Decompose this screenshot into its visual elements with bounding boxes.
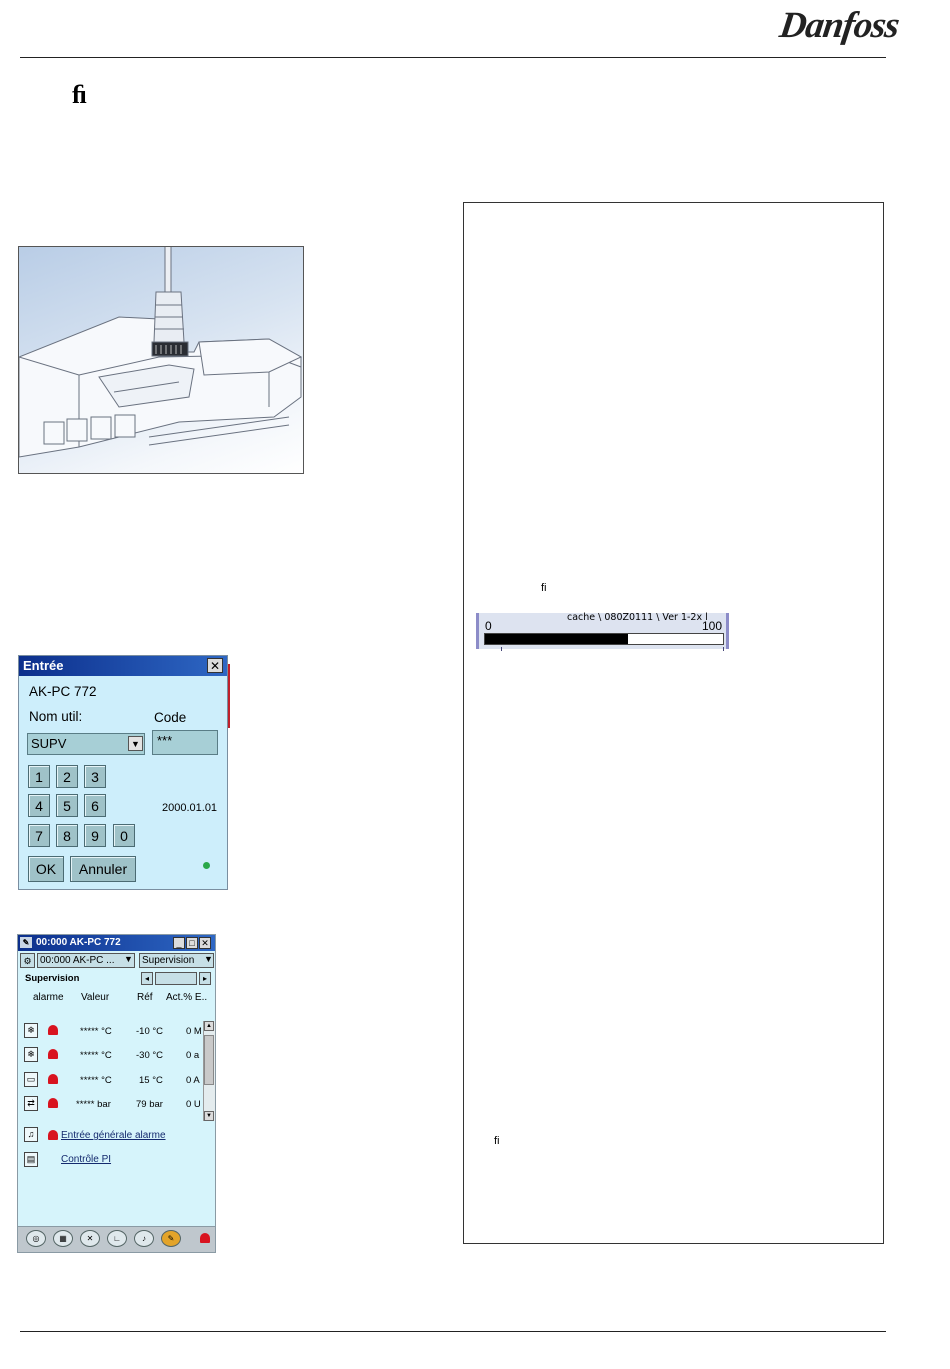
overview-icon[interactable]: ◎ <box>26 1230 46 1247</box>
alarm-bell-icon <box>48 1074 58 1084</box>
key-4[interactable]: 4 <box>28 794 50 817</box>
row-act: 0 a <box>186 1050 200 1061</box>
column-header: Valeur <box>81 992 110 1003</box>
key-0[interactable]: 0 <box>113 824 135 847</box>
info-panel <box>463 202 884 1244</box>
chevron-down-icon[interactable]: ▼ <box>204 954 213 964</box>
page-next-icon[interactable]: ▸ <box>199 972 211 985</box>
header-rule <box>20 57 886 58</box>
row-ref: 15 °C <box>139 1075 163 1086</box>
view-select[interactable] <box>139 953 214 968</box>
cancel-button[interactable]: Annuler <box>70 856 136 882</box>
progress-path: cache \ 080Z0111 \ Ver 1-2x l <box>567 612 708 623</box>
close-button[interactable]: ✕ <box>199 937 211 949</box>
controller-cable-illustration <box>18 246 304 474</box>
progress-track <box>484 633 724 645</box>
user-label: Nom util: <box>29 709 83 724</box>
ok-button[interactable]: OK <box>28 856 64 882</box>
progress-tick <box>501 647 502 651</box>
alarm-input-icon[interactable]: ♫ <box>24 1127 38 1142</box>
alarm-bell-icon <box>48 1130 58 1140</box>
row-value: ***** °C <box>80 1075 112 1086</box>
view-select-value: Supervision <box>142 955 195 966</box>
user-select[interactable] <box>27 733 145 755</box>
key-9[interactable]: 9 <box>84 824 106 847</box>
alarm-bell-icon <box>48 1025 58 1035</box>
compressor-icon[interactable]: ⇄ <box>24 1096 38 1111</box>
panel-text: ﬁ <box>494 1135 500 1147</box>
row-act: 0 A <box>186 1075 200 1086</box>
code-label: Code <box>154 710 187 725</box>
progress-max-label: 100 <box>701 619 722 633</box>
code-field-value: *** <box>157 733 173 748</box>
panel-text: ﬁ <box>541 582 547 594</box>
row-act: 0 M <box>186 1026 202 1037</box>
scroll-up-icon[interactable]: ▲ <box>204 1021 214 1031</box>
key-7[interactable]: 7 <box>28 824 50 847</box>
wrench-icon: ✎ <box>20 937 32 948</box>
alarm-icon[interactable]: ♪ <box>134 1230 154 1247</box>
row-act: 0 U <box>186 1099 201 1110</box>
device-name: AK-PC 772 <box>29 684 97 699</box>
scroll-down-icon[interactable]: ▼ <box>204 1111 214 1121</box>
download-progress <box>476 613 729 649</box>
dialog-date: 2000.01.01 <box>162 802 218 814</box>
settings-icon[interactable]: ✕ <box>80 1230 100 1247</box>
scrollbar[interactable] <box>203 1021 215 1121</box>
dialog-title <box>19 656 227 676</box>
status-led <box>203 862 210 869</box>
device-select-value: 00:000 AK-PC ... <box>40 955 115 966</box>
alarm-bell-icon <box>48 1049 58 1059</box>
key-8[interactable]: 8 <box>56 824 78 847</box>
condenser-icon[interactable]: ▭ <box>24 1072 38 1087</box>
progress-fill <box>485 634 628 644</box>
page-prev-icon[interactable]: ◂ <box>141 972 153 985</box>
key-3[interactable]: 3 <box>84 765 106 788</box>
progress-min-label: 0 <box>485 619 492 633</box>
row-ref: 79 bar <box>136 1099 163 1110</box>
controller-drawing <box>19 247 303 473</box>
code-field[interactable] <box>152 730 218 755</box>
alarm-bell-icon <box>200 1233 210 1243</box>
row-value: ***** °C <box>80 1050 112 1061</box>
progress-tick <box>723 647 724 651</box>
key-6[interactable]: 6 <box>84 794 106 817</box>
section-heading: ﬁ <box>72 80 87 109</box>
column-header: alarme <box>33 992 64 1003</box>
table-icon[interactable]: ▦ <box>53 1230 73 1247</box>
page-field[interactable] <box>155 972 197 985</box>
device-icon[interactable]: ⚙ <box>20 953 35 968</box>
key-5[interactable]: 5 <box>56 794 78 817</box>
row-ref: -30 °C <box>136 1050 164 1061</box>
row-value: ***** bar <box>76 1099 111 1110</box>
scroll-thumb[interactable] <box>204 1035 214 1085</box>
cooler-icon[interactable]: ❄ <box>24 1023 38 1038</box>
row-ref: -10 °C <box>136 1026 164 1037</box>
link-general-alarm-input[interactable]: Entrée générale alarme <box>61 1130 166 1141</box>
link-pi-control[interactable]: Contrôle PI <box>61 1154 112 1165</box>
supervision-window <box>17 934 216 1253</box>
graph-icon[interactable]: ∟ <box>107 1230 127 1247</box>
nav-toolbar <box>18 1226 215 1253</box>
device-select[interactable] <box>37 953 135 968</box>
key-1[interactable]: 1 <box>28 765 50 788</box>
minimize-button[interactable]: _ <box>173 937 185 949</box>
close-icon[interactable]: ✕ <box>207 658 223 673</box>
pi-control-icon[interactable]: ▤ <box>24 1152 38 1167</box>
column-header: Act.% E.. <box>166 992 208 1003</box>
section-title: Supervision <box>25 973 80 984</box>
danfoss-logo: Danfoss <box>777 5 902 46</box>
row-value: ***** °C <box>80 1026 112 1037</box>
chevron-down-icon[interactable]: ▼ <box>128 736 143 751</box>
footer-rule <box>20 1331 886 1332</box>
login-dialog <box>18 655 228 890</box>
dialog-title-text: Entrée <box>23 658 64 673</box>
column-header: Réf <box>137 992 153 1003</box>
alarm-bell-icon <box>48 1098 58 1108</box>
user-select-value: SUPV <box>31 736 67 751</box>
maximize-button[interactable]: □ <box>186 937 198 949</box>
key-2[interactable]: 2 <box>56 765 78 788</box>
cooler-icon[interactable]: ❄ <box>24 1047 38 1062</box>
window-title: 00:000 AK-PC 772 <box>36 937 121 948</box>
wrench-icon[interactable]: ✎ <box>161 1230 181 1247</box>
chevron-down-icon[interactable]: ▼ <box>124 954 133 964</box>
